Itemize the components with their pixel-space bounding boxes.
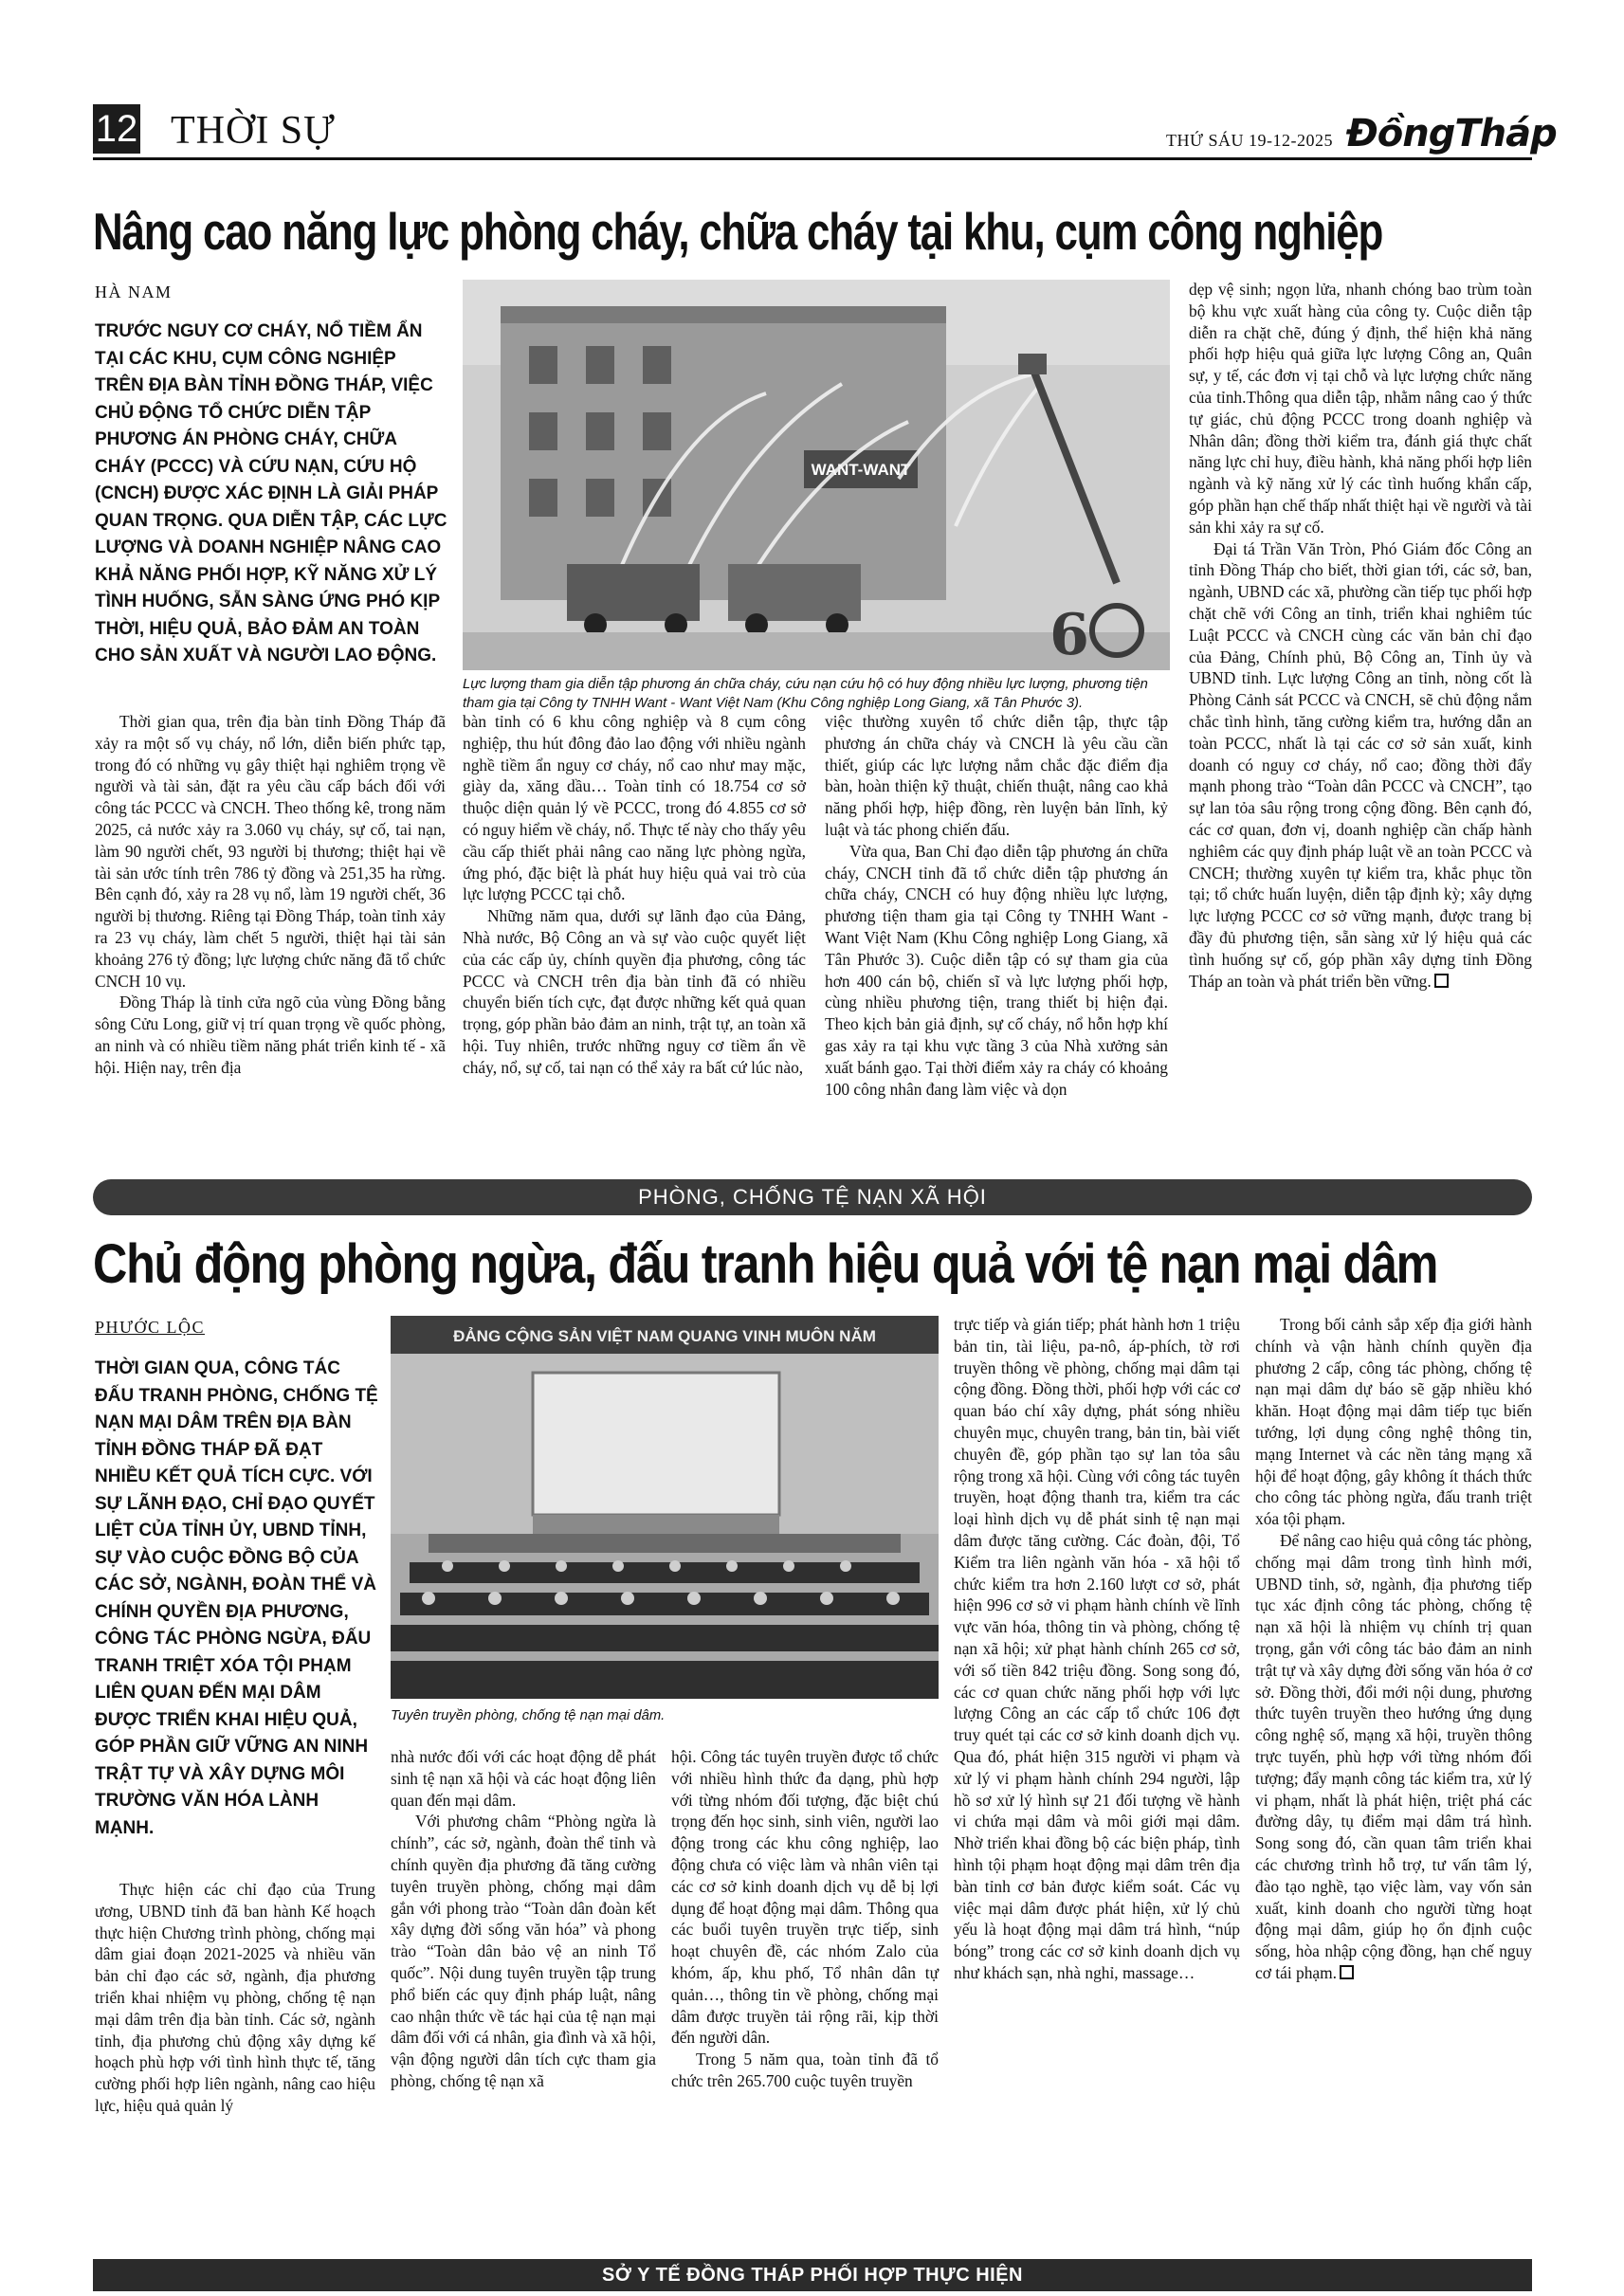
article1-col1 [95,711,446,1079]
masthead-logo: ĐồngTháp [1346,112,1557,155]
article1-lead: TRƯỚC NGUY CƠ CHÁY, NỔ TIỀM ẨN TẠI CÁC KHU, CỤM CÔNG NGHIỆP TRÊN ĐỊA BÀN TỈNH ĐỒNG THÁP, VIỆC CHỦ ĐỘNG TỔ CHỨC DIỄN TẬP PHƯƠNG ÁN PHÒNG CHÁY, CHỮA CHÁY (PCCC) VÀ CỨU NẠN, CỨU HỘ (CNCH) ĐƯỢC XÁC ĐỊNH LÀ GIẢI PHÁP QUAN TRỌNG. QUA DIỄN TẬP, CÁC LỰC LƯỢNG VÀ DOANH NGHIỆP NÂNG CAO KHẢ NĂNG PHỐI HỢP, KỸ NĂNG XỬ LÝ TÌNH HUỐNG, SẴN SÀNG ỨNG PHÓ KỊP THỜI, HIỆU QUẢ, BẢO ĐẢM AN TOÀN CHO SẢN XUẤT VÀ NGƯỜI LAO ĐỘNG. [95,321,447,665]
page-number: 12 [93,104,140,154]
article1-col2 [463,711,806,1079]
article2-lead: THỜI GIAN QUA, CÔNG TÁC ĐẤU TRANH PHÒNG, CHỐNG TỆ NẠN MẠI DÂM TRÊN ĐỊA BÀN TỈNH ĐỒNG THÁP ĐÃ ĐẠT NHIỀU KẾT QUẢ TÍCH CỰC. VỚI SỰ LÃNH ĐẠO, CHỈ ĐẠO QUYẾT LIỆT CỦA TỈNH ỦY, UBND TỈNH, SỰ VÀO CUỘC ĐỒNG BỘ CỦA CÁC SỞ, NGÀNH, ĐOÀN THỂ VÀ CHÍNH QUYỀN ĐỊA PHƯƠNG, CÔNG TÁC PHÒNG NGỪA, ĐẤU TRANH TRIỆT XÓA TỘI PHẠM LIÊN QUAN ĐẾN MẠI DÂM ĐƯỢC TRIỂN KHAI HIỆU QUẢ, GÓP PHẦN GIỮ VỮNG AN NINH TRẬT TỰ VÀ XÂY DỰNG MÔI TRƯỜNG VĂN HÓA LÀNH MẠNH. [95,1358,378,1838]
paragraph: trực tiếp và gián tiếp; phát hành hơn 1 triệu bản tin, tài liệu, pa-nô, áp-phích, tờ rơi truyền thông về phòng, chống mại dâm tại cộng đồng. Đồng thời, phối hợp với các cơ quan báo chí xây dựng, phát sóng nhiều chuyên mục, chuyên trang, bản tin, bài viết chuyên đề, góp phần tạo sự lan tỏa sâu rộng trong xã hội. Cùng với công tác tuyên truyền, hoạt động thanh tra, kiểm tra các loại hình dịch vụ dễ phát sinh tệ nạn mại dâm được tăng cường. Các đoàn, đội, Tổ Kiểm tra liên ngành văn hóa - xã hội tổ chức kiểm tra hơn 2.160 lượt cơ sở, phát hiện 996 cơ sở vi phạm hành chính về lĩnh vực văn hóa, thông tin và phòng, chống tệ nạn xã hội; xử phạt hành chính 265 cơ sở, với số tiền 842 triệu đồng. Song song đó, các cơ quan chức năng phối hợp với lực lượng Công an các cấp tổ chức 106 đợt truy quét tại các cơ sở kinh doanh dịch vụ. Qua đó, phát hiện 315 người vi phạm và xử lý vi phạm hành chính 294 người, lập hồ sơ xử lý hình sự 21 đối tượng về hành vi chứa mại dâm và môi giới mại dâm. Nhờ triển khai đồng bộ các biện pháp, tình hình tội phạm hoạt động mại dâm trên địa bàn tỉnh cơ bản được kiểm soát. Các vụ việc mại dâm được phát hiện, xử lý chủ yếu là hoạt động mại dâm trá hình, “núp bóng” trong các cơ sở kinh doanh dịch vụ như khách sạn, nhà nghỉ, massage… [954,1315,1240,1982]
photo-banner-text: ĐẢNG CỘNG SẢN VIỆT NAM QUANG VINH MUÔN NĂM [453,1327,876,1345]
sponsor-footer: SỞ Y TẾ ĐỒNG THÁP PHỐI HỢP THỰC HIỆN [93,2259,1532,2291]
article1-headline: Nâng cao năng lực phòng cháy, chữa cháy tại khu, cụm công nghiệp [93,202,1383,261]
article1-col3 [825,711,1168,1100]
paragraph: Thời gian qua, trên địa bàn tỉnh Đồng Tháp đã xảy ra một số vụ cháy, nổ lớn, diễn biến phức tạp, trong đó có những vụ gây thiệt hại nghiêm trọng về người và tài sản, đặt ra yêu cầu cấp bách đối với công tác PCCC và CNCH. Theo thống kê, trong năm 2025, cả nước xảy ra 3.060 vụ cháy, sự cố, tai nạn, làm 90 người chết, 93 người bị thương; thiệt hại về tài sản ước tính trên 786 tỷ đồng và 251,35 ha rừng. Bên cạnh đó, xảy ra 28 vụ nổ, làm 19 người chết, 36 người bị thương. Riêng tại Đồng Tháp, toàn tỉnh xảy ra 23 vụ cháy, làm chết 5 người, thiệt hại tài sản khoảng 276 tỷ đồng; lực lượng chức năng đã tổ chức CNCH 10 vụ. [95,712,446,991]
article2-col2 [391,1746,656,2092]
paragraph: hội. Công tác tuyên truyền được tổ chức với nhiều hình thức đa dạng, phù hợp với từng nhóm đối tượng, đặc biệt chú trọng đến học sinh, sinh viên, người lao động trong các khu công nghiệp, lao động chưa có việc làm và nhân viên tại các cơ sở kinh doanh dịch vụ dễ bị lợi dụng để hoạt động mại dâm. Thông qua các buổi tuyên truyền trực tiếp, sinh hoạt chuyên đề, các nhóm Zalo của khóm, ấp, khu phố, Tổ nhân dân tự quản…, thông tin về phòng, chống mại dâm được truyền tải rộng rãi, kịp thời đến người dân. [671,1747,939,2048]
fire-drill-image [463,280,1170,670]
paragraph: Vừa qua, Ban Chỉ đạo diễn tập phương án chữa cháy, CNCH tỉnh đã tổ chức diễn tập phương án chữa cháy, CNCH có huy động nhiều lực lượng, phương tiện tham gia tại Công ty TNHH Want - Want Việt Nam (Khu Công nghiệp Long Giang, xã Tân Phước 3). Cuộc diễn tập có sự tham gia của hơn 400 cán bộ, chiến sĩ và lực lượng phối hợp, cùng nhiều phương tiện, trang thiết bị hiện đại. Theo kịch bản giả định, sự cố cháy, nổ hỗn hợp khí gas xảy ra tại khu vực tầng 3 của Nhà xưởng sản xuất bánh gạo. Tại thời điểm xảy ra cháy có khoảng 100 công nhân đang làm việc và dọn [825,841,1168,1099]
paragraph: Đồng Tháp là tỉnh cửa ngõ của vùng Đồng bằng sông Cửu Long, giữ vị trí quan trọng về quốc phòng, an ninh và có nhiều tiềm năng phát triển kinh tế - xã hội. Hiện nay, trên địa [95,993,446,1077]
article2-headline: Chủ động phòng ngừa, đấu tranh hiệu quả với tệ nạn mại dâm [93,1233,1438,1295]
paragraph: Trong 5 năm qua, toàn tỉnh đã tổ chức trên 265.700 cuộc tuyên truyền [671,2050,939,2090]
header-rule [93,157,1532,160]
paragraph: dẹp vệ sinh; ngọn lửa, nhanh chóng bao trùm toàn bộ khu vực xuất hàng của công ty. Cuộc diễn tập diễn ra chặt chẽ, đúng ý định, thể hiện khả năng phối hợp hiệu quả giữa lực lượng Công an, Quân sự, y tế, các đơn vị tại chỗ và lực lượng chức năng của tỉnh.Thông qua diễn tập, nhằm nâng cao ý thức tự giác, chủ động PCCC trong doanh nghiệp và Nhân dân; đồng thời kiểm tra, đánh giá thực chất năng lực chỉ huy, điều hành, khả năng phối hợp liên ngành và kỹ năng xử lý các tình huống khẩn cấp, góp phần hạn chế thấp nhất thiệt hại về người và tài sản khi xảy ra sự cố. [1189,280,1532,537]
article2-caption: Tuyên truyền phòng, chống tệ nạn mại dâm. [391,1708,666,1723]
paragraph: việc thường xuyên tổ chức diễn tập, thực tập phương án chữa cháy và CNCH là yêu cầu cần thiết, giúp các lực lượng nắm chắc đặc điểm địa bàn, hoàn thiện kỹ thuật, chiến thuật, nâng cao khả năng phối hợp, hiệp đồng, rèn luyện bản lĩnh, kỷ luật và tác phong chiến đấu. [825,712,1168,839]
article1-col4 [1189,279,1532,992]
paragraph-text: Để nâng cao hiệu quả công tác phòng, chống mại dâm trong tình hình mới, UBND tỉnh, sở, ngành, địa phương tiếp tục xác định công tác phòng, chống tệ nạn xã hội là nhiệm vụ chính trị quan trọng, gắn với công tác bảo đảm an ninh trật tự và xây dựng đời sống văn hóa ở cơ sở. Đồng thời, đổi mới nội dung, phương thức tuyên truyền theo hướng ứng dụng công nghệ số, mạng xã hội, truyền thông trực tuyến, phù hợp với từng nhóm đối tượng; đẩy mạnh công tác kiểm tra, xử lý vi phạm, nhất là phát hiện, triệt phá các đường dây, tụ điểm mại dâm trá hình. Song song đó, cần quan tâm triển khai các chương trình hỗ trợ, tư vấn tâm lý, đào tạo nghề, tạo việc làm, vay vốn sản xuất, kinh doanh cho người từng hoạt động mại dâm, giúp họ ổn định cuộc sống, hòa nhập cộng đồng, hạn chế nguy cơ tái phạm. [1255,1530,1532,1982]
article1-caption: Lực lượng tham gia diễn tập phương án chữa cháy, cứu nạn cứu hộ có huy động nhiều lực lượng, phương tiện tham gia tại Công ty TNHH Want - Want Việt Nam (Khu Công nghiệp Long Giang, xã Tân Phước 3). [463,677,1148,711]
article2-col3 [671,1746,939,2092]
issue-date: THỨ SÁU 19-12-2025 [1166,131,1333,150]
article2-photo [391,1316,939,1699]
section-title: THỜI SỰ [171,109,336,153]
paragraph: Với phương châm “Phòng ngừa là chính”, các sở, ngành, đoàn thể tỉnh và chính quyền địa phương đã tăng cường tuyên truyền phòng, chống mại dâm gắn với phong trào “Toàn dân đoàn kết xây dựng đời sống văn hóa” và phong trào “Toàn dân bảo vệ an ninh Tổ quốc”. Nội dung tuyên truyền tập trung phổ biến các quy định pháp luật, nâng cao nhận thức về tác hại của tệ nạn mại dâm đối với cá nhân, gia đình và xã hội, vận động người dân tích cực tham gia phòng, chống tệ nạn xã [391,1812,656,2090]
section-rubric: PHÒNG, CHỐNG TỆ NẠN XÃ HỘI [93,1179,1532,1215]
article1-byline: HÀ NAM [95,282,173,301]
article2-col1 [95,1879,375,2117]
paragraph: bàn tỉnh có 6 khu công nghiệp và 8 cụm công nghiệp, thu hút đông đảo lao động với nhiều ngành nghề tiềm ẩn nguy cơ cháy, nổ cao như may mặc, giày da, xăng dầu… Toàn tỉnh có 18.754 cơ sở thuộc diện quản lý về PCCC, trong đó 4.855 cơ sở có nguy hiểm về cháy, nổ. Thực tế này cho thấy yêu cầu cấp thiết phải nâng cao năng lực phòng ngừa, ứng phó, đặc biệt là phát huy hiệu quả vai trò của lực lượng PCCC tại chỗ. [463,712,806,904]
end-mark-icon [1434,974,1449,988]
paragraph [1255,1530,1532,1984]
article2-byline: PHƯỚC LỘC [95,1318,205,1337]
paragraph: nhà nước đối với các hoạt động dễ phát sinh tệ nạn xã hội và các hoạt động liên quan đến mại dâm. [391,1747,656,1810]
conference-hall-image [391,1316,939,1699]
paragraph: Trong bối cảnh sắp xếp địa giới hành chính và vận hành chính quyền địa phương 2 cấp, công tác phòng, chống tệ nạn mại dâm dự báo sẽ gặp nhiều khó khăn. Hoạt động mại dâm tiếp tục biến tướng, lợi dụng công nghệ thông tin, mạng Internet và các nền tảng mạng xã hội để hoạt động, gây không ít thách thức cho công tác phòng ngừa, đấu tranh triệt xóa tội phạm. [1255,1315,1532,1529]
paragraph: Những năm qua, dưới sự lãnh đạo của Đảng, Nhà nước, Bộ Công an và sự vào cuộc quyết liệt của các cấp ủy, chính quyền địa phương, công tác PCCC và CNCH trên địa bàn tỉnh đã có nhiều chuyển biến tích cực, đạt được những kết quả quan trọng, góp phần bảo đảm an ninh, trật tự, an toàn xã hội. Tuy nhiên, trước những nguy cơ tiềm ẩn về cháy, nổ, sự cố, tai nạn có thể xảy ra bất cứ lúc nào, [463,906,806,1077]
end-mark-icon [1340,1965,1354,1979]
article2-col5 [1255,1314,1532,1984]
paragraph-text: Đại tá Trần Văn Tròn, Phó Giám đốc Công an tỉnh Đồng Tháp cho biết, thời gian tới, các sở, ban, ngành, UBND các xã, phường cần tiếp tục phối hợp chặt chẽ với Công an tỉnh, triển khai nghiêm túc Luật PCCC và CNCH cùng các văn bản chỉ đạo của Đảng, Chính phủ, Bộ Công an, Tỉnh ủy và UBND tỉnh. Lực lượng Công an tỉnh, nòng cốt là Phòng Cảnh sát PCCC và CNCH, sẽ chủ động nắm chắc tình hình, tăng cường kiểm tra, hướng dẫn an toàn PCCC, nhất là tại các cơ sở sản xuất, kinh doanh có nguy cơ cháy, nổ cao; đồng thời đẩy mạnh phong trào “Toàn dân PCCC và CNCH”, tạo sự lan tỏa sâu rộng trong cộng đồng. Bên cạnh đó, các cơ quan, đơn vị, doanh nghiệp cần chấp hành nghiêm các quy định pháp luật về an toàn PCCC và CNCH; thường xuyên tự kiểm tra, khắc phục tồn tại; tổ chức huấn luyện, diễn tập định kỳ; xây dựng lực lượng PCCC cơ sở vững mạnh, được trang bị đầy đủ phương tiện, sẵn sàng xử lý hiệu quả các tình huống sự cố, góp phần xây dựng tỉnh Đồng Tháp an toàn và phát triển bền vững. [1189,538,1532,991]
article1-photo [463,280,1170,670]
article2-col4 [954,1314,1240,1984]
paragraph: Thực hiện các chỉ đạo của Trung ương, UBND tỉnh đã ban hành Kế hoạch thực hiện Chương trình phòng, chống mại dâm giai đoạn 2021-2025 và nhiều văn bản chỉ đạo các sở, ngành, địa phương triển khai nhiệm vụ phòng, chống tệ nạn mại dâm trên địa bàn tỉnh. Các sở, ngành tỉnh, địa phương chủ động xây dựng kế hoạch phù hợp với tình hình thực tế, tăng cường phối hợp liên ngành, nâng cao hiệu lực, hiệu quả quản lý [95,1880,375,2115]
paragraph [1189,538,1532,993]
svg-text:6: 6 [1049,602,1089,668]
photo-sign-text: WANT-WANT [811,461,911,479]
